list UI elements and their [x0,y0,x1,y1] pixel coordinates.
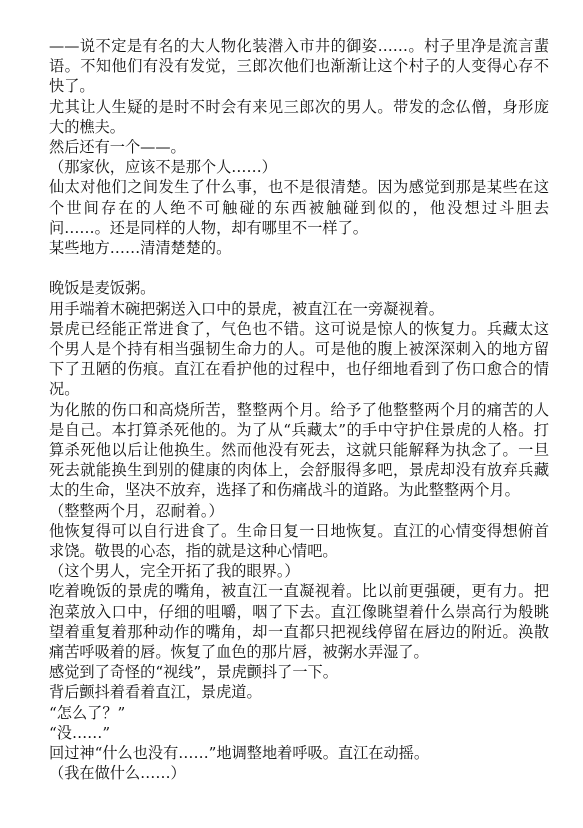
paragraph: 某些地方……清清楚楚的。 [49,239,232,258]
paragraph: 尤其让人生疑的是时不时会有来见三郎次的男人。带发的念仏僧，身形庞大的樵夫。 [49,97,549,136]
paragraph: （那家伙，应该不是那个人……） [49,158,277,177]
paragraph: 吃着晚饭的景虎的嘴角，被直江一直凝视着。比以前更强硬，更有力。把泡菜放入口中，仔细的咀嚼，咽了下去。直江像眺望着什么崇高行为般眺望着重复着那种动作的嘴角，却一直都只把视线停留在唇边的附近。涣散痛苦呼吸着的唇。恢复了血色的那片唇，被粥水弄湿了。 [49,582,549,662]
paragraph: 为化脓的伤口和高烧所苦，整整两个月。给予了他整整两个月的痛苦的人是自己。本打算杀死他的。为了从“兵藏太”的手中守护住景虎的人格。打算杀死他以后让他换生。然而他没有死去，这就只能解释为执念了。一旦死去就能换生到别的健康的肉体上，会舒服得多吧，景虎却没有放弃兵藏太的生命，坚决不放弃，选择了和伤痛战斗的道路。为此整整两个月。 [49,400,549,500]
paragraph: 背后颤抖着看着直江，景虎道。 [49,683,262,702]
paragraph-spacer [49,258,549,278]
paragraph: “怎么了？” [49,703,126,722]
document-page [49,36,549,784]
paragraph: 晚饭是麦饭粥。 [49,279,156,298]
paragraph: 用手端着木碗把粥送入口中的景虎，被直江在一旁凝视着。 [49,299,444,318]
paragraph: 然后还有一个——。 [49,138,186,157]
paragraph: 他恢复得可以自行进食了。生命日复一日地恢复。直江的心情变得想俯首求饶。敬畏的心态，指的就是这种心情吧。 [49,521,549,561]
paragraph: （这个男人，完全开拓了我的眼界。） [49,562,300,581]
paragraph: 感觉到了奇怪的“视线”，景虎颤抖了一下。 [49,663,338,682]
paragraph: 回过神“什么也没有……”地调整地着呼吸。直江在动摇。 [49,744,430,763]
paragraph: （整整两个月，忍耐着。） [49,501,224,520]
paragraph: 景虎已经能正常进食了，气色也不错。这可说是惊人的恢复力。兵藏太这个男人是个持有相当强韧生命力的人。可是他的腹上被深深刺入的地方留下了丑陋的伤痕。直江在看护他的过程中，也仔细地看到了伤口愈合的情况。 [49,319,549,399]
paragraph: （我在做什么……） [49,764,186,783]
paragraph: ——说不定是有名的大人物化装潜入市井的御姿……。村子里净是流言蜚语。不知他们有没有发觉，三郎次他们也渐渐让这个村子的人变得心存不快了。 [49,37,549,96]
paragraph: 仙太对他们之间发生了什么事，也不是很清楚。因为感觉到那是某些在这个世间存在的人绝不可触碰的东西被触碰到似的，他没想过斗胆去问……。还是同样的人物，却有哪里不一样了。 [49,178,549,237]
paragraph: “没……” [49,723,111,742]
